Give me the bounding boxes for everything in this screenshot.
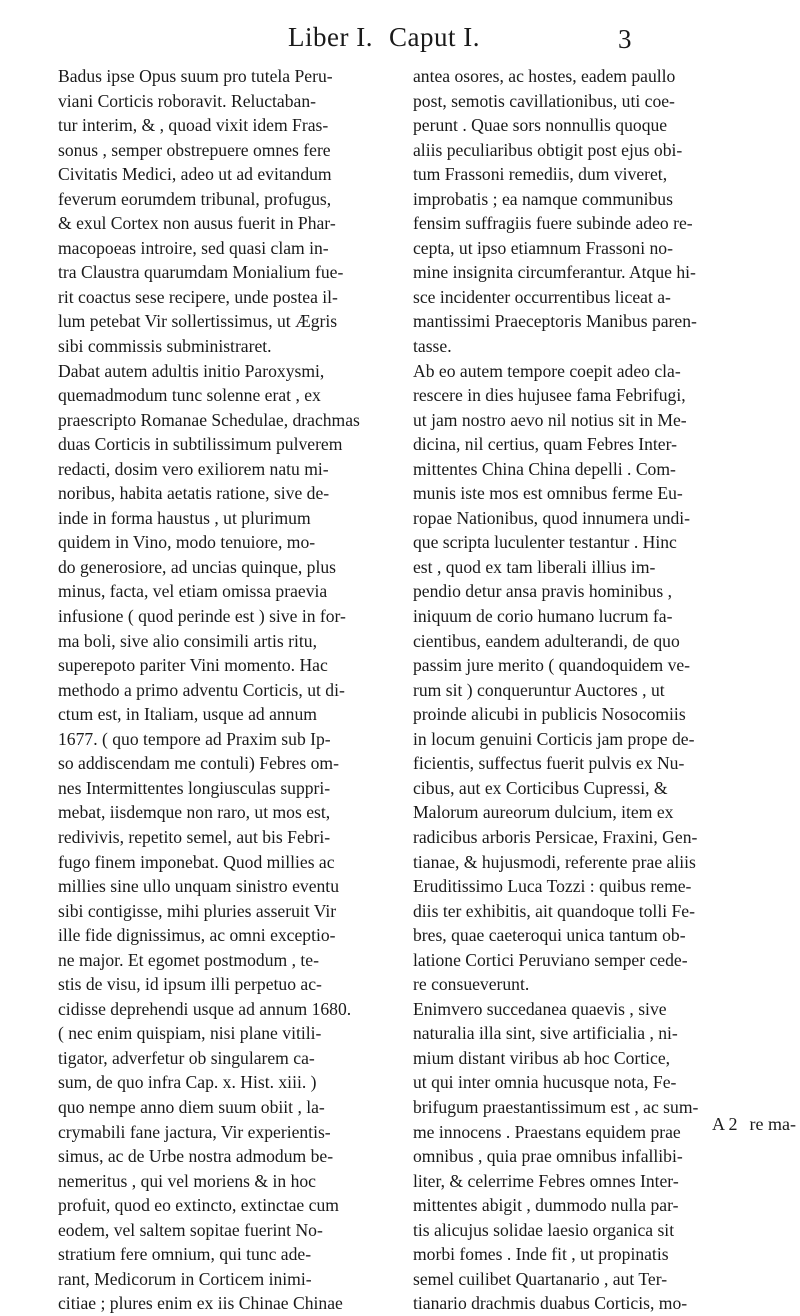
text-line: tasse. <box>413 336 452 357</box>
text-line: re consueverunt. <box>413 974 530 995</box>
text-line: profuit, quod eo extincto, extinctae cum <box>58 1195 339 1216</box>
text-line: mine insignita circumferantur. Atque hi- <box>413 262 696 283</box>
text-line: cibus, aut ex Corticibus Cupressi, & <box>413 777 668 798</box>
page-footer <box>700 1114 796 1135</box>
text-line: noribus, habita aetatis ratione, sive de- <box>58 483 330 504</box>
text-line: citiae ; plures enim ex iis Chinae Chinae <box>58 1293 343 1314</box>
text-line: redacti, dosim vero exiliorem natu mi- <box>58 458 329 479</box>
text-line: superepoto pariter Vini momento. Hac <box>58 655 328 676</box>
text-line: sonus , semper obstrepuere omnes fere <box>58 139 331 160</box>
text-line: ropae Nationibus, quod innumera undi- <box>413 507 691 528</box>
running-head <box>288 22 480 53</box>
text-line: brifugum praestantissimum est , ac sum- <box>413 1096 699 1117</box>
text-line: & exul Cortex non ausus fuerit in Phar- <box>58 213 336 234</box>
text-line: Ab eo autem tempore coepit adeo cla- <box>413 360 681 381</box>
text-line: rit coactus sese recipere, unde postea il- <box>58 286 338 307</box>
text-line: mittentes China China depelli . Com- <box>413 458 676 479</box>
text-line: mittentes abigit , dummodo nulla par- <box>413 1195 679 1216</box>
text-line: mantissimi Praeceptoris Manibus paren- <box>413 311 697 332</box>
text-line: eodem, vel saltem sopitae fuerint No- <box>58 1219 323 1240</box>
text-line: ut qui inter omnia hucusque nota, Fe- <box>413 1072 677 1093</box>
running-head-book: Liber I. <box>288 22 373 52</box>
text-line: viani Corticis roboravit. Reluctaban- <box>58 90 316 111</box>
text-line: perunt . Quae sors nonnullis quoque <box>413 115 668 136</box>
text-line: lum petebat Vir sollertissimus, ut Ægris <box>58 311 338 332</box>
text-line: do generosiore, ad uncias quinque, plus <box>58 556 337 577</box>
text-line: in locum genuini Corticis jam prope de- <box>413 728 695 749</box>
text-line: tianario drachmis duabus Corticis, mo- <box>413 1293 688 1314</box>
text-line: nemeritus , qui vel moriens & in hoc <box>58 1170 316 1191</box>
text-line: sce incidenter occurrentibus liceat a- <box>413 286 671 307</box>
text-line: crymabili fane jactura, Vir experientis- <box>58 1121 331 1142</box>
text-line: tur interim, & , quoad vixit idem Fras- <box>58 115 329 136</box>
text-line: radicibus arboris Persicae, Fraxini, Gen- <box>413 826 698 847</box>
text-line: sibi commissis subministraret. <box>58 336 272 357</box>
text-line: ne major. Et egomet postmodum , te- <box>58 949 319 970</box>
text-line: simus, ac de Urbe nostra admodum be- <box>58 1146 334 1167</box>
text-line: infusione ( quod perinde est ) sive in for- <box>58 606 346 627</box>
text-line: Eruditissimo Luca Tozzi : quibus reme- <box>413 876 692 897</box>
text-line: macopoeas introire, sed quasi clam in- <box>58 237 329 258</box>
text-line: cientibus, eandem adulterandi, de quo <box>413 630 680 651</box>
text-line: millies sine ullo unquam sinistro eventu <box>58 876 339 897</box>
text-line: inde in forma haustus , ut plurimum <box>58 507 311 528</box>
text-line: ut jam nostro aevo nil notius sit in Me- <box>413 409 687 430</box>
text-line: que scripta luculenter testantur . Hinc <box>413 532 677 553</box>
text-line: mium distant viribus ab hoc Cortice, <box>413 1047 671 1068</box>
text-line: so addiscendam me contuli) Febres om- <box>58 753 339 774</box>
text-line: sibi contigisse, mihi pluries asseruit Vir <box>58 900 337 921</box>
text-line: proinde alicubi in publicis Nosocomiis <box>413 704 686 725</box>
text-line: mebat, iisdemque non raro, ut mos est, <box>58 802 331 823</box>
text-line: tigator, adverfetur ob singularem ca- <box>58 1047 315 1068</box>
text-line: nes Intermittentes longiusculas suppri- <box>58 777 331 798</box>
text-line: rant, Medicorum in Corticem inimi- <box>58 1268 312 1289</box>
text-line: aliis peculiaribus obtigit post ejus obi- <box>413 139 683 160</box>
text-line: passim jure merito ( quandoquidem ve- <box>413 655 691 676</box>
text-line: stratium fere omnium, qui tunc ade- <box>58 1244 312 1265</box>
text-line: me innocens . Praestans equidem prae <box>413 1121 681 1142</box>
text-line: Civitatis Medici, adeo ut ad evitandum <box>58 164 332 185</box>
text-line: bres, quae caeteroqui unica tantum ob- <box>413 925 686 946</box>
catchword: re ma- <box>749 1114 796 1134</box>
text-line: quidem in Vino, modo tenuiore, mo- <box>58 532 316 553</box>
text-line: morbi fomes . Inde fit , ut propinatis <box>413 1244 669 1265</box>
text-line: Malorum aureorum dulcium, item ex <box>413 802 674 823</box>
text-line: est , quod ex tam liberali illius im- <box>413 556 656 577</box>
text-line: stis de visu, id ipsum illi perpetuo ac- <box>58 974 322 995</box>
text-line: cepta, ut ipso etiamnum Frassoni no- <box>413 237 673 258</box>
text-line: improbatis ; ea namque communibus <box>413 188 673 209</box>
text-line: praescripto Romanae Schedulae, drachmas <box>58 409 360 430</box>
text-line: ( nec enim quispiam, nisi plane vitili- <box>58 1023 322 1044</box>
text-line: Dabat autem adultis initio Paroxysmi, <box>58 360 325 381</box>
text-line: ficientis, suffectus fuerit pulvis ex Nu- <box>413 753 685 774</box>
text-line: cidisse deprehendi usque ad annum 1680. <box>58 998 352 1019</box>
text-line: fensim suffragiis fuere subinde adeo re- <box>413 213 693 234</box>
text-line: ma boli, sive alio consimili artis ritu, <box>58 630 317 651</box>
text-line: Enimvero succedanea quaevis , sive <box>413 998 667 1019</box>
text-line: latione Cortici Peruviano semper cede- <box>413 949 688 970</box>
text-line: dicina, nil certius, quam Febres Inter- <box>413 434 677 455</box>
left-text-column <box>58 64 406 1316</box>
page-header <box>0 14 800 54</box>
text-line: tra Claustra quarumdam Monialium fue- <box>58 262 344 283</box>
text-line: semel cuilibet Quartanario , aut Ter- <box>413 1268 668 1289</box>
text-line: duas Corticis in subtilissimum pulverem <box>58 434 343 455</box>
page-number: 3 <box>618 24 632 54</box>
text-line: minus, facta, vel etiam omissa praevia <box>58 581 328 602</box>
text-line: liter, & celerrime Febres omnes Inter- <box>413 1170 679 1191</box>
text-line: diis ter exhibitis, ait quandoque tolli Fe- <box>413 900 695 921</box>
text-line: methodo a primo adventu Corticis, ut di- <box>58 679 345 700</box>
text-line: rescere in dies hujusee fama Febrifugi, <box>413 385 686 406</box>
signature-mark: A 2 <box>712 1114 738 1134</box>
text-line: pendio detur ansa pravis hominibus , <box>413 581 672 602</box>
text-line: antea osores, ac hostes, eadem paullo <box>413 66 676 86</box>
text-line: Badus ipse Opus suum pro tutela Peru- <box>58 66 333 86</box>
text-line: iniquum de corio humano lucrum fa- <box>413 606 673 627</box>
text-line: post, semotis cavillationibus, uti coe- <box>413 90 675 111</box>
text-line: ctum est, in Italiam, usque ad annum <box>58 704 317 725</box>
text-line: omnibus , quia prae omnibus infallibi- <box>413 1146 683 1167</box>
text-line: quo nempe anno diem suum obiit , la- <box>58 1096 325 1117</box>
running-head-chapter: Caput I. <box>388 22 480 52</box>
text-line: redivivis, repetito semel, aut bis Febri- <box>58 826 331 847</box>
text-line: naturalia illa sint, sive artificialia , ni- <box>413 1023 678 1044</box>
text-line: ille fide dignissimus, ac omni exceptio- <box>58 925 336 946</box>
text-line: tis alicujus solidae laesio organica sit <box>413 1219 675 1240</box>
text-line: fugo finem imponebat. Quod millies ac <box>58 851 335 872</box>
text-line: tum Frassoni remediis, dum viveret, <box>413 164 668 185</box>
text-line: feverum eorumdem tribunal, profugus, <box>58 188 332 209</box>
text-line: munis iste mos est omnibus ferme Eu- <box>413 483 683 504</box>
text-line: sum, de quo infra Cap. x. Hist. xiii. ) <box>58 1072 317 1093</box>
text-line: 1677. ( quo tempore ad Praxim sub Ip- <box>58 728 331 749</box>
text-line: tianae, & hujusmodi, referente prae aliis <box>413 851 696 872</box>
text-line: rum sit ) conqueruntur Auctores , ut <box>413 679 665 700</box>
text-line: quemadmodum tunc solenne erat , ex <box>58 385 321 406</box>
